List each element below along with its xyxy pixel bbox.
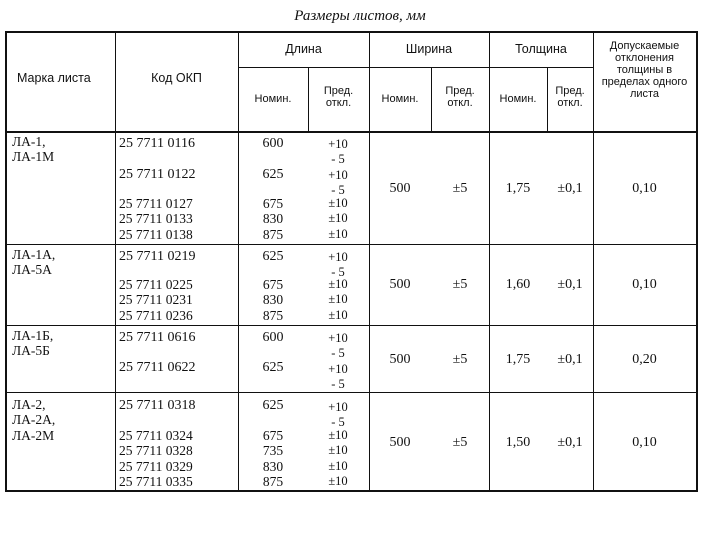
okp-code-stack [119, 428, 193, 489]
header-allowed-line: пределах одного [601, 76, 688, 88]
length-dev: - 5 [331, 415, 345, 430]
okp-code: 25 7711 0231 [119, 292, 193, 308]
length-dev: +10 [328, 331, 348, 345]
header-length-dev [308, 85, 369, 109]
header-dev-line: откл. [557, 97, 583, 109]
brand-line: ЛА-2М [12, 427, 55, 443]
length-dev-stack [308, 277, 368, 323]
header-width-nom: Номин. [381, 93, 419, 105]
width-nom: 500 [389, 181, 411, 196]
allowed-dev: 0,20 [632, 352, 657, 367]
length-nom: 625 [262, 398, 284, 413]
length-dev: +10 [328, 250, 348, 264]
length-dev: +10 [328, 400, 348, 414]
length-dev-stack [308, 400, 368, 431]
okp-code: 25 7711 0133 [119, 211, 193, 227]
okp-code: 25 7711 0622 [119, 360, 196, 375]
length-dev-stack [308, 250, 368, 281]
thickness-dev: ±0,1 [557, 435, 583, 450]
okp-code: 25 7711 0616 [119, 330, 196, 345]
length-dev-stack [308, 137, 368, 198]
length-nom: 625 [262, 167, 284, 182]
okp-code: 25 7711 0219 [119, 249, 196, 264]
header-okp: Код ОКП [151, 71, 202, 85]
thickness-dev: ±0,1 [557, 181, 583, 196]
length-dev: - 5 [331, 182, 345, 197]
length-dev: ±10 [328, 196, 348, 210]
brand-line: ЛА-2, [12, 397, 46, 412]
width-dev: ±5 [452, 352, 468, 367]
sheet-sizes-table [5, 31, 698, 492]
header-thickness-dev [547, 85, 593, 109]
length-nom: 875 [262, 307, 284, 323]
length-nom-stack [238, 196, 308, 242]
length-dev: ±10 [328, 307, 348, 322]
length-dev-stack [308, 331, 368, 392]
brand-line: ЛА-1А, [12, 247, 56, 262]
row-divider [238, 67, 593, 68]
allowed-dev: 0,10 [632, 181, 657, 196]
okp-code: 25 7711 0318 [119, 398, 196, 413]
okp-code: 25 7711 0116 [119, 136, 195, 151]
group4-brand [12, 397, 55, 443]
brand-line: ЛА-1М [12, 149, 55, 165]
length-nom: 675 [262, 196, 284, 211]
length-dev-stack [308, 196, 368, 242]
thickness-nom: 1,60 [505, 277, 531, 292]
okp-code: 25 7711 0138 [119, 226, 193, 242]
width-nom: 500 [389, 435, 411, 450]
length-dev-stack [308, 428, 368, 489]
length-nom: 830 [262, 458, 284, 474]
header-dev-line: откл. [325, 97, 352, 109]
header-thickness-nom: Номин. [499, 93, 537, 105]
width-nom: 500 [389, 352, 411, 367]
length-nom-stack [238, 277, 308, 323]
length-dev: - 5 [331, 152, 345, 167]
header-allowed-line: листа [629, 88, 660, 100]
length-dev: - 5 [331, 346, 345, 361]
header-allowed-line: Допускаемые [609, 40, 680, 52]
group2-brand [12, 247, 55, 278]
length-nom: 735 [262, 443, 284, 459]
brand-line: ЛА-1Б, [12, 328, 54, 343]
col-divider [115, 33, 116, 492]
thickness-nom: 1,75 [505, 352, 531, 367]
length-nom: 600 [262, 330, 284, 345]
length-dev: ±10 [328, 292, 348, 307]
table-caption: Размеры листов, мм [294, 8, 426, 24]
length-nom: 625 [262, 249, 284, 264]
thickness-dev: ±0,1 [557, 277, 583, 292]
brand-line: ЛА-1, [12, 134, 46, 149]
length-nom: 830 [262, 292, 284, 308]
thickness-nom: 1,75 [505, 181, 531, 196]
header-dev-line: Пред. [445, 85, 475, 97]
brand-line: ЛА-2А, [12, 412, 56, 428]
length-nom: 675 [262, 428, 284, 443]
allowed-dev: 0,10 [632, 435, 657, 450]
length-nom: 875 [262, 473, 284, 489]
brand-line: ЛА-5А [12, 262, 52, 278]
length-nom-stack [238, 428, 308, 489]
okp-code: 25 7711 0329 [119, 458, 193, 474]
col-divider [593, 33, 594, 492]
group1-brand [12, 134, 54, 165]
okp-code: 25 7711 0225 [119, 277, 193, 292]
header-allowed [593, 40, 696, 100]
header-width: Ширина [405, 42, 453, 56]
length-dev: +10 [328, 361, 348, 376]
width-dev: ±5 [452, 435, 468, 450]
okp-code-stack [119, 277, 193, 323]
length-dev: ±10 [328, 428, 348, 442]
header-width-dev [431, 85, 489, 109]
okp-code: 25 7711 0127 [119, 196, 193, 211]
header-allowed-line: отклонения [615, 52, 674, 64]
width-nom: 500 [389, 277, 411, 292]
header-length: Длина [285, 42, 322, 56]
length-dev: - 5 [331, 265, 345, 280]
row-divider [7, 244, 696, 245]
length-dev: ±10 [328, 443, 348, 458]
thickness-dev: ±0,1 [557, 352, 583, 367]
width-dev: ±5 [452, 277, 468, 292]
header-length-nom: Номин. [254, 93, 292, 105]
allowed-dev: 0,10 [632, 277, 657, 292]
length-dev: +10 [328, 137, 348, 151]
length-nom: 600 [262, 136, 284, 151]
group3-brand [12, 328, 53, 359]
okp-code: 25 7711 0335 [119, 473, 193, 489]
length-dev: ±10 [328, 458, 348, 473]
okp-code: 25 7711 0328 [119, 443, 193, 459]
header-dev-line: Пред. [323, 85, 354, 97]
header-dev-line: откл. [447, 97, 473, 109]
okp-code: 25 7711 0236 [119, 307, 193, 323]
length-dev: ±10 [328, 277, 348, 291]
header-dev-line: Пред. [555, 85, 585, 97]
brand-line: ЛА-5Б [12, 343, 50, 359]
row-divider [7, 325, 696, 326]
header-thickness: Толщина [515, 42, 567, 56]
header-divider [7, 131, 696, 133]
thickness-nom: 1,50 [505, 435, 531, 450]
length-nom: 625 [262, 360, 284, 375]
okp-code-stack [119, 196, 193, 242]
length-nom: 830 [262, 211, 284, 227]
length-dev: +10 [328, 167, 348, 182]
length-dev: - 5 [331, 376, 345, 391]
okp-code: 25 7711 0324 [119, 428, 193, 443]
header-allowed-line: толщины в [616, 64, 673, 76]
header-brand: Марка листа [17, 71, 91, 85]
length-dev: ±10 [328, 473, 348, 488]
length-nom: 675 [262, 277, 284, 292]
length-dev: ±10 [328, 211, 348, 226]
length-dev: ±10 [328, 226, 348, 241]
width-dev: ±5 [452, 181, 468, 196]
length-nom: 875 [262, 226, 284, 242]
okp-code: 25 7711 0122 [119, 167, 196, 182]
